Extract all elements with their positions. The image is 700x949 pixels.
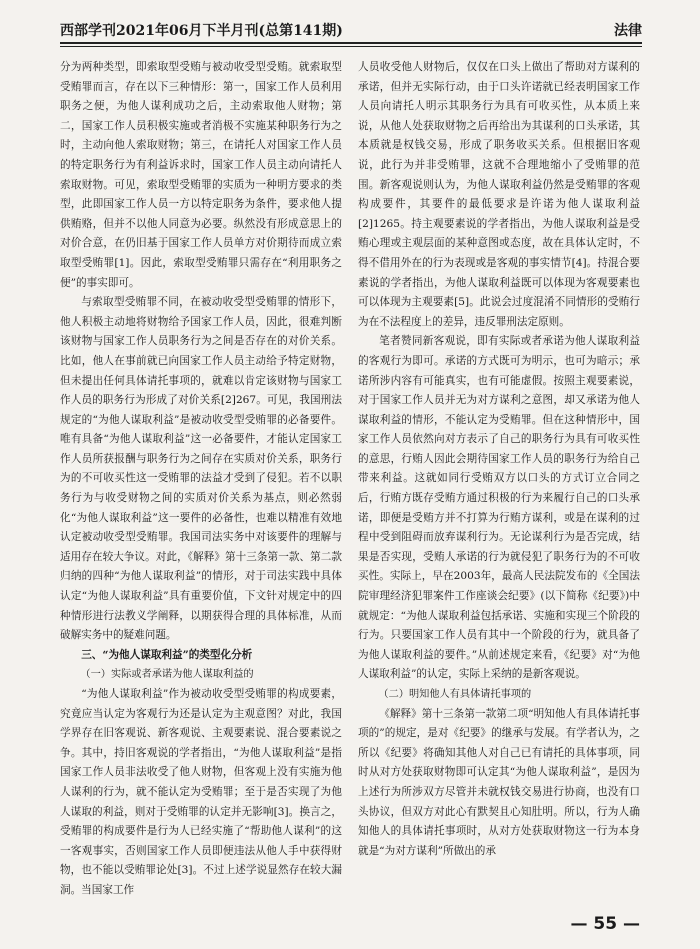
body-paragraph: 与索取型受贿罪不同，在被动收受型受贿罪的情形下，他人积极主动地将财物给予国家工作人员，因此，很难判断该财物与国家工作人员职务行为之间是否存在的对价关系。比如，他人在事前就已向国家工作人员主动给予特定财物，但未提出任何具体请托事项的，就难以肯定该财物与国家工作人员的职务行为形成了对价关系[2]267。可见，我国刑法规定的“为他人谋取利益”是被动收受型受贿罪的必备要件。唯有具备“为他人谋取利益”这一必备要件，才能认定国家工作人员所获报酬与职务行为之间存在实质对价关系，职务行为的不可收买性这一受贿罪的法益才受到了侵犯。若不以职务行为与收受财物之间的实质对价关系为基点，则必然弱化“为他人谋取利益”这一要件的必备性，也难以精准有效地认定被动收受型受贿罪。我国司法实务中对该要件的理解与适用存在较大争议。对此，《解释》第十三条第一款、第二款归纳的四种“为他人谋取利益”的情形，对于司法实践中具体认定“为他人谋取利益”具有重要价值，下文针对规定中的四种情形进行法教义学阐释，以期获得合理的具体标准，从而破解实务中的疑难问题。	[60, 296, 342, 642]
body-paragraph: 分为两种类型，即索取型受贿与被动收受型受贿。就索取型受贿罪而言，存在以下三种情形：第一，国家工作人员利用职务之便，为他人谋利成功之后，主动索取他人财物；第二，国家工作人员积极实施或者消极不实施某种职务行为之时，主动向他人索取财物；第三，在请托人对国家工作人员的特定职务行为有利益诉求时，国家工作人员主动向请托人索取财物。可见，索取型受贿罪的实质为一种明方要求的类型，此即国家工作人员一方以特定职务为条件，要求他人提供贿赂，但并不以他人同意为必要。纵然没有形成意思上的对价合意，在仍旧基于国家工作人员单方对价期待而成立索取型受贿罪[1]。因此，索取型受贿罪只需存在“利用职务之便”的事实即可。	[60, 61, 342, 289]
section-label: 法律	[614, 23, 642, 39]
section-heading: 三、“为他人谋取利益”的类型化分析	[81, 648, 253, 661]
body-paragraph: 《解释》第十三条第一款第二项“明知他人有具体请托事项的”的规定，是对《纪要》的继承与发展。有学者认为，之所以《纪要》将确知其他人对自己已有请托的具体事项，同时从对方处获取财物即可认定其“为他人谋取利益”，是因为上述行为所涉双方尽管并未就权钱交易进行协商，也没有口头协议，但双方对此心有默契且心知肚明。所以，行为人确知他人的具体请托事项时，从对方处获取财物这一行为本身就是“为对方谋利”所做出的承	[358, 707, 640, 857]
subsection-heading: （二）明知他人有具体请托事项的	[378, 689, 532, 700]
running-header	[60, 18, 642, 40]
header-rule-thin	[60, 46, 642, 47]
page-number: — 55 —	[570, 914, 640, 934]
body-paragraph: 笔者赞同新客观说，即有实际或者承诺为他人谋取利益的客观行为即可。承诺的方式既可为明示，也可为暗示；承诺所涉内容有可能真实，也有可能虚假。按照主观要素说，对于国家工作人员并无为对方谋利之意图，却又承诺为他人谋取利益的情形，不能认定为受贿罪。但在这种情形中，国家工作人员依然向对方表示了自己的职务行为具有可收买性的意思，行贿人因此会期待国家工作人员的职务行为给自己带来利益。这就如同行受贿双方以口头的方式订立合同之后，行贿方既存受贿方通过积极的行为来履行自己的口头承诺，即便是受贿方并不打算为行贿方谋利，或是在谋利的过程中受到阻碍而放弃谋利行为。无论谋利行为是否完成，结果是否实现，受贿人承诺的行为就侵犯了职务行为的不可收买性。实际上，早在2003年，最高人民法院发布的《全国法院审理经济犯罪案件工作座谈会纪要》(以下简称《纪要》)中就规定：“为他人谋取利益包括承诺、实施和实现三个阶段的行为。只要国家工作人员有其中一个阶段的行为，就具备了为他人谋取利益的要件。”从前述规定来看，《纪要》对“为他人谋取利益”的认定，实际上采纳的是新客观说。	[358, 335, 640, 681]
body-paragraph: “为他人谋取利益”作为被动收受型受贿罪的构成要素，究竟应当认定为客观行为还是认定为主观意图？对此，我国学界存在旧客观说、新客观说、主观要素说、混合要素说之争。其中，持旧客观说的学者指出，“为他人谋取利益”是指国家工作人员非法收受了他人财物，但客观上没有实施为他人谋利的行为，就不能认定为受贿罪；至于是否实现了为他人谋取的利益，则对于受贿罪的认定并无影响[3]。换言之，受贿罪的构成要件是行为人已经实施了“帮助他人谋利”的这一客观事实，否则国家工作人员即便违法从他人手中获得财物，也不能以受贿罪论处[3]。不过上述学说显然存在较大漏洞。当国家工作	[60, 688, 342, 896]
right-column	[358, 58, 640, 861]
body-paragraph: 人员收受他人财物后，仅仅在口头上做出了帮助对方谋利的承诺，但并无实际行动，由于口头许诺就已经表明国家工作人员向请托人明示其职务行为具有可收买性，从本质上来说，从他人处获取财物之后再给出为其谋利的口头承诺，其本质就是权钱交易，形成了职务收买关系。但根据旧客观说，此行为并非受贿罪，这就不合理地缩小了受贿罪的范围。新客观说则认为，为他人谋取利益仍然是受贿罪的客观构成要件，其要件的最低要求是许诺为他人谋取利益[2]1265。持主观要素说的学者指出，为他人谋取利益是受贿心理或主观层面的某种意图或态度，故在具体认定时，不得不借用外在的行为表现或是客观的事实情节[4]。持混合要素说的学者指出，为他人谋取利益既可以体现为客观要素也可以体现为主观要素[5]。此说会过度混淆不同情形的受贿行为在不法程度上的差异，违反罪刑法定原则。	[358, 61, 640, 328]
subsection-heading: （一）实际或者承诺为他人谋取利益的	[80, 669, 254, 681]
left-column	[60, 58, 342, 901]
header-rule-thick	[60, 42, 642, 44]
journal-brand: 西部学刊2021年06月下半月刊(总第141期)	[60, 23, 343, 39]
